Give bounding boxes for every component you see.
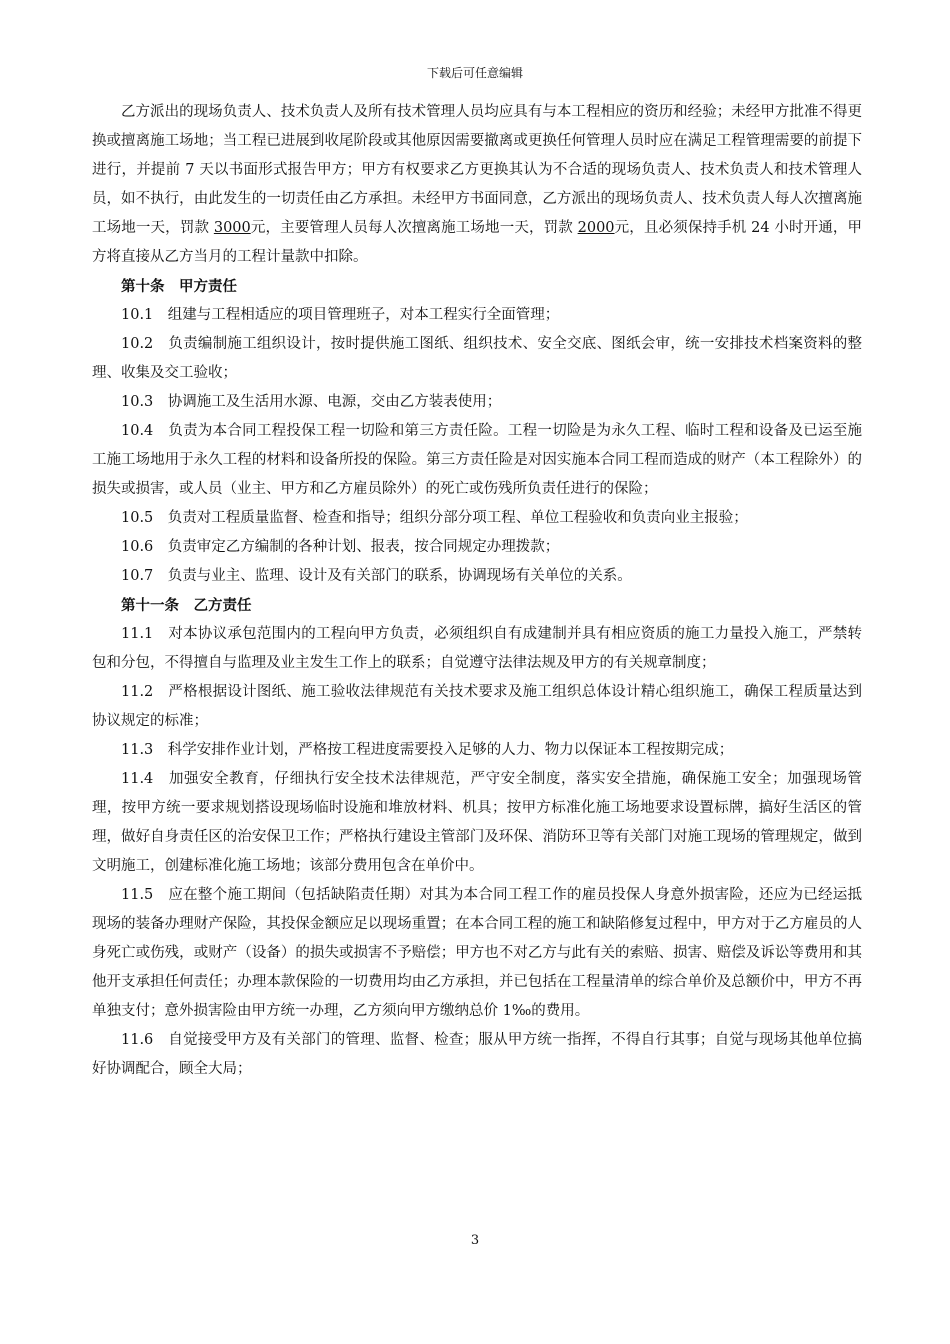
paragraph-staff-requirements — [92, 98, 862, 272]
clause-10-6: 10.6 负责审定乙方编制的各种计划、报表，按合同规定办理拨款； — [121, 539, 560, 555]
clause-11-2: 11.2 严格根据设计图纸、施工验收法律规范有关技术要求及施工组织总体设计精心组织施工，确保工程质量达到协议规定的标准； — [92, 684, 862, 729]
fine-amount-staff: 2000 — [577, 220, 615, 236]
clause-10-2: 10.2 负责编制施工组织设计，按时提供施工图纸、组织技术、安全交底、图纸会审，统一安排技术档案资料的整理、收集及交工验收； — [92, 336, 862, 381]
article-11-heading: 第十一条 乙方责任 — [121, 597, 252, 614]
paragraph-text: 元，且必须保持手机 24 小时开通，甲方将直接从乙方当月的工程计量款中扣除。 — [92, 220, 863, 265]
fine-amount-manager: 3000 — [213, 220, 251, 236]
clause-10-7: 10.7 负责与业主、监理、设计及有关部门的联系，协调现场有关单位的关系。 — [121, 568, 632, 584]
clause-11-6: 11.6 自觉接受甲方及有关部门的管理、监督、检查；服从甲方统一指挥，不得自行其事；自觉与现场其他单位搞好协调配合，顾全大局； — [92, 1032, 862, 1077]
clause-10-5: 10.5 负责对工程质量监督、检查和指导；组织分部分项工程、单位工程验收和负责向业主报验； — [121, 510, 748, 526]
page-number: 3 — [470, 1233, 480, 1248]
page-header: 下载后可任意编辑 — [426, 66, 523, 80]
paragraph-text: 乙方派出的现场负责人、技术负责人及所有技术管理人员均应具有与本工程相应的资历和经验；未经甲方批准不得更换或擅离施工场地；当工程已进展到收尾阶段或其他原因需要撤离或更换任何管理人员时应在满足工程管理需要的前提下进行，并提前 7 天以书面形式报告甲方；甲方有权要求乙方更换其认为不合适的现场负责人、技术负责人和技术管理人员，如不执行，由此发生的一切责任由乙方承担。未经甲方书面同意，乙方派出的现场负责人、技术负责人每人次擅离施工场地一天，罚款 — [92, 104, 862, 236]
paragraph-text: 元，主要管理人员每人次擅离施工场地一天，罚款 — [250, 220, 578, 236]
clause-10-1: 10.1 组建与工程相适应的项目管理班子，对本工程实行全面管理； — [121, 307, 560, 323]
document-body — [92, 98, 862, 1084]
clause-11-5: 11.5 应在整个施工期间（包括缺陷责任期）对其为本合同工程工作的雇员投保人身意外损害险，还应为已经运抵现场的装备办理财产保险，其投保金额应足以现场重置；在本合同工程的施工和缺陷修复过程中，甲方对于乙方雇员的人身死亡或伤残，或财产（设备）的损失或损害不予赔偿；甲方也不对乙方与此有关的索赔、损害、赔偿及诉讼等费用和其他开支承担任何责任；办理本款保险的一切费用均由乙方承担，并已包括在工程量清单的综合单价及总额价中，甲方不再单独支付；意外损害险由甲方统一办理，乙方须向甲方缴纳总价 1‰的费用。 — [92, 887, 862, 1019]
clause-10-4: 10.4 负责为本合同工程投保工程一切险和第三方责任险。工程一切险是为永久工程、临时工程和设备及已运至施工施工场地用于永久工程的材料和设备所投的保险。第三方责任险是对因实施本合同工程而造成的财产（本工程除外）的损失或损害，或人员（业主、甲方和乙方雇员除外）的死亡或伤残所负责任进行的保险； — [92, 423, 862, 497]
clause-10-3: 10.3 协调施工及生活用水源、电源，交由乙方装表使用； — [121, 394, 502, 410]
clause-11-3: 11.3 科学安排作业计划，严格按工程进度需要投入足够的人力、物力以保证本工程按期完成； — [121, 742, 734, 758]
clause-11-1: 11.1 对本协议承包范围内的工程向甲方负责，必须组织自有成建制并具有相应资质的施工力量投入施工，严禁转包和分包，不得擅自与监理及业主发生工作上的联系；自觉遵守法律法规及甲方的有关规章制度； — [92, 626, 862, 671]
clause-11-4: 11.4 加强安全教育，仔细执行安全技术法律规范，严守安全制度，落实安全措施，确保施工安全；加强现场管理，按甲方统一要求规划搭设现场临时设施和堆放材料、机具；按甲方标准化施工场地要求设置标牌，搞好生活区的管理，做好自身责任区的治安保卫工作；严格执行建设主管部门及环保、消防环卫等有关部门对施工现场的管理规定，做到文明施工，创建标准化施工场地；该部分费用包含在单价中。 — [92, 771, 862, 874]
article-10-heading: 第十条 甲方责任 — [121, 278, 237, 295]
